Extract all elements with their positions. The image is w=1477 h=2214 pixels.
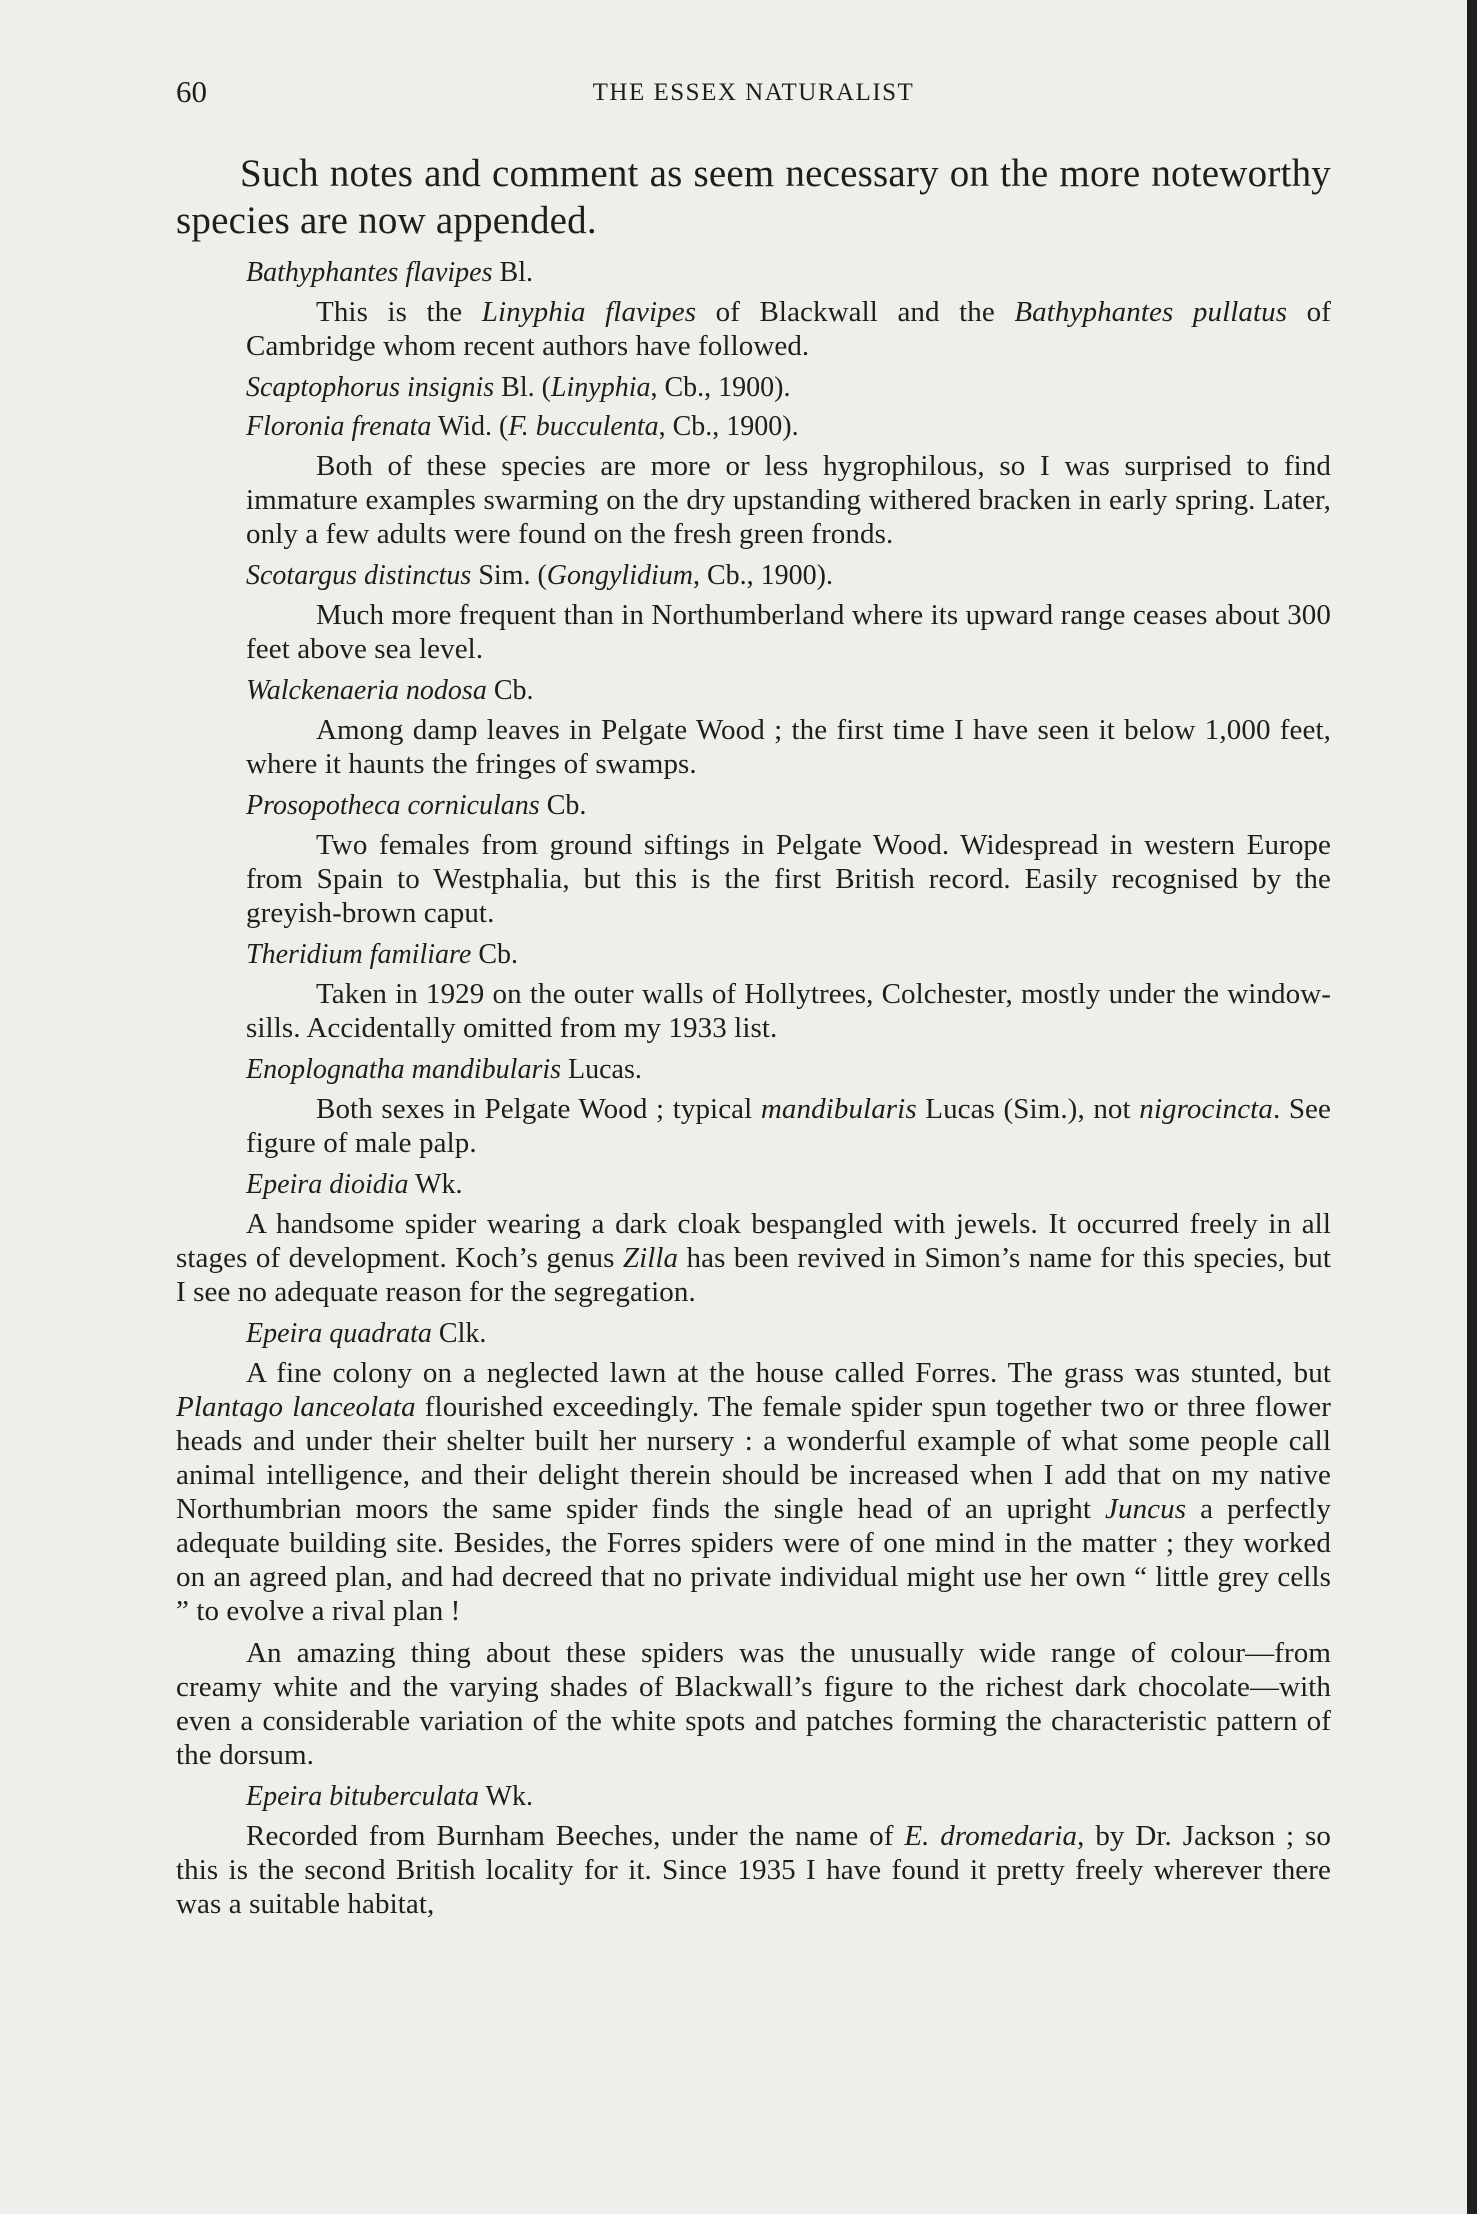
species-authority: Bl. ( [494, 372, 551, 403]
species-name: Enoplognatha mandibularis [246, 1054, 562, 1085]
species-heading [246, 1053, 1331, 1087]
note-paragraph [176, 1636, 1331, 1772]
italic-term: Linyphia flavipes [481, 296, 697, 328]
note-text: Recorded from Burnham Beeches, under the name of [246, 1820, 905, 1852]
note-text: Both sexes in Pelgate Wood ; typical [316, 1093, 761, 1125]
species-name: Gongylidium [546, 560, 693, 591]
note-text: a perfectly adequate building site. Besides, the Forres spiders were of one mind in the matter ; they worked on an agreed plan, and had decreed that no private individual might use her own “ little grey cells ” to evolve a rival plan ! [176, 1493, 1331, 1627]
species-heading [246, 674, 1331, 708]
species-name: Prosopotheca corniculans [246, 790, 540, 821]
species-authority: Lucas. [561, 1054, 642, 1085]
note-text: has been revived in Simon’s name for this species, but I see no adequate reason for the segregation. [176, 1242, 1331, 1308]
note-text: . See figure of male palp. [246, 1093, 1332, 1159]
page-edge [1467, 0, 1477, 2214]
note-text: An amazing thing about these spiders was the unusually wide range of colour—from creamy white and the varying shades of Blackwall’s figure to the richest dark chocolate—with even a considerable variation of the white spots and patches forming the characteristic pattern of the dorsum. [176, 1637, 1331, 1771]
species-heading [246, 1168, 1331, 1202]
intro-paragraph: Such notes and comment as seem necessary on the more noteworthy species are now appended. [176, 152, 1331, 242]
note-paragraph [246, 713, 1331, 781]
italic-term: Juncus [1105, 1493, 1187, 1525]
italic-term: nigrocincta [1139, 1093, 1273, 1125]
note-paragraph [176, 1207, 1331, 1309]
species-heading [246, 1780, 1331, 1814]
species-name: Epeira quadrata [246, 1318, 432, 1349]
note-text: , by Dr. Jackson ; so this is the second British locality for it. Since 1935 I have found it pretty freely wherever there was a suitable habitat, [176, 1820, 1331, 1920]
species-entry [176, 559, 1331, 666]
species-authority: Bl. [492, 257, 533, 288]
species-authority: Cb. [486, 675, 534, 706]
species-entry [176, 256, 1331, 363]
running-title: THE ESSEX NATURALIST [592, 79, 915, 106]
species-name: Epeira dioidia [246, 1169, 409, 1200]
species-heading [246, 789, 1331, 823]
species-authority: Cb. [471, 939, 518, 970]
species-name: Theridium familiare [246, 939, 472, 970]
species-heading [246, 371, 1331, 405]
italic-term: Bathyphantes pullatus [1014, 296, 1288, 328]
species-entry [176, 1317, 1331, 1772]
note-text: Much more frequent than in Northumberland where its upward range ceases about 300 feet above sea level. [246, 599, 1331, 665]
italic-term: Zilla [622, 1242, 679, 1274]
species-entry [176, 1053, 1331, 1160]
species-entry [176, 674, 1331, 781]
article-body [176, 150, 1331, 1929]
species-name: Bathyphantes flavipes [246, 257, 493, 288]
species-heading [246, 938, 1331, 972]
italic-term: Plantago lanceolata [176, 1391, 416, 1423]
note-text: of Blackwall and the [696, 296, 1015, 328]
species-notes [176, 256, 1331, 1921]
species-name: Epeira bituberculata [246, 1781, 480, 1812]
species-heading [246, 256, 1331, 290]
species-name: Linyphia [550, 372, 651, 403]
species-authority: Wk. [479, 1781, 533, 1812]
note-text: This is the [316, 296, 482, 328]
species-entry [176, 371, 1331, 551]
species-entry [176, 1168, 1331, 1309]
species-authority: , Cb., 1900). [693, 560, 833, 591]
species-authority: , Cb., 1900). [658, 411, 799, 442]
note-text: of Cambridge whom recent authors have followed. [246, 296, 1332, 362]
note-paragraph [176, 1819, 1331, 1921]
note-text: Among damp leaves in Pelgate Wood ; the first time I have seen it below 1,000 feet, where it haunts the fringes of swamps. [246, 714, 1331, 780]
note-text: A fine colony on a neglected lawn at the house called Forres. The grass was stunted, but [246, 1357, 1331, 1389]
note-paragraph [176, 1356, 1331, 1628]
italic-term: E. dromedaria [904, 1820, 1078, 1852]
note-text: Taken in 1929 on the outer walls of Hollytrees, Colchester, mostly under the window-sills. Accidentally omitted from my 1933 list. [246, 978, 1331, 1044]
running-header [176, 74, 1331, 114]
page-number: 60 [176, 74, 207, 109]
species-authority: Sim. ( [471, 560, 547, 591]
note-text: flourished exceedingly. The female spider spun together two or three flower heads and under their shelter built her nursery : a wonderful example of what some people call animal intelligence, and their delight therein should be increased when I add that on my native Northumbrian moors the same spider finds the single head of an upright [176, 1391, 1331, 1525]
species-heading [246, 559, 1331, 593]
note-paragraph [246, 449, 1331, 551]
species-authority: Clk. [431, 1318, 487, 1349]
species-entry [176, 789, 1331, 930]
species-heading [246, 1317, 1331, 1351]
note-paragraph [246, 977, 1331, 1045]
note-text: Both of these species are more or less hygrophilous, so I was surprised to find immature examples swarming on the dry upstanding withered bracken in early spring. Later, only a few adults were found on the fresh green fronds. [246, 450, 1331, 550]
species-authority: Wk. [408, 1169, 463, 1200]
note-text: Lucas (Sim.), not [916, 1093, 1140, 1125]
species-name: Scotargus distinctus [246, 560, 472, 591]
italic-term: mandibularis [760, 1093, 917, 1125]
species-name: Floronia frenata [246, 411, 432, 442]
species-authority: Cb. [539, 790, 587, 821]
note-paragraph [246, 598, 1331, 666]
species-name: Scaptophorus insignis [246, 372, 495, 403]
species-authority: Wid. ( [431, 411, 509, 442]
species-authority: , Cb., 1900). [650, 372, 791, 403]
note-paragraph [246, 295, 1331, 363]
note-text: A handsome spider wearing a dark cloak bespangled with jewels. It occurred freely in all stages of development. Koch’s genus [176, 1208, 1331, 1274]
species-entry [176, 938, 1331, 1045]
note-paragraph [246, 828, 1331, 930]
species-name: F. bucculenta [508, 411, 659, 442]
note-text: Two females from ground siftings in Pelgate Wood. Widespread in western Europe from Spain to Westphalia, but this is the first British record. Easily recognised by the greyish-brown caput. [246, 829, 1331, 929]
species-heading [246, 410, 1331, 444]
species-entry [176, 1780, 1331, 1921]
species-name: Walckenaeria nodosa [246, 675, 487, 706]
note-paragraph [246, 1092, 1331, 1160]
